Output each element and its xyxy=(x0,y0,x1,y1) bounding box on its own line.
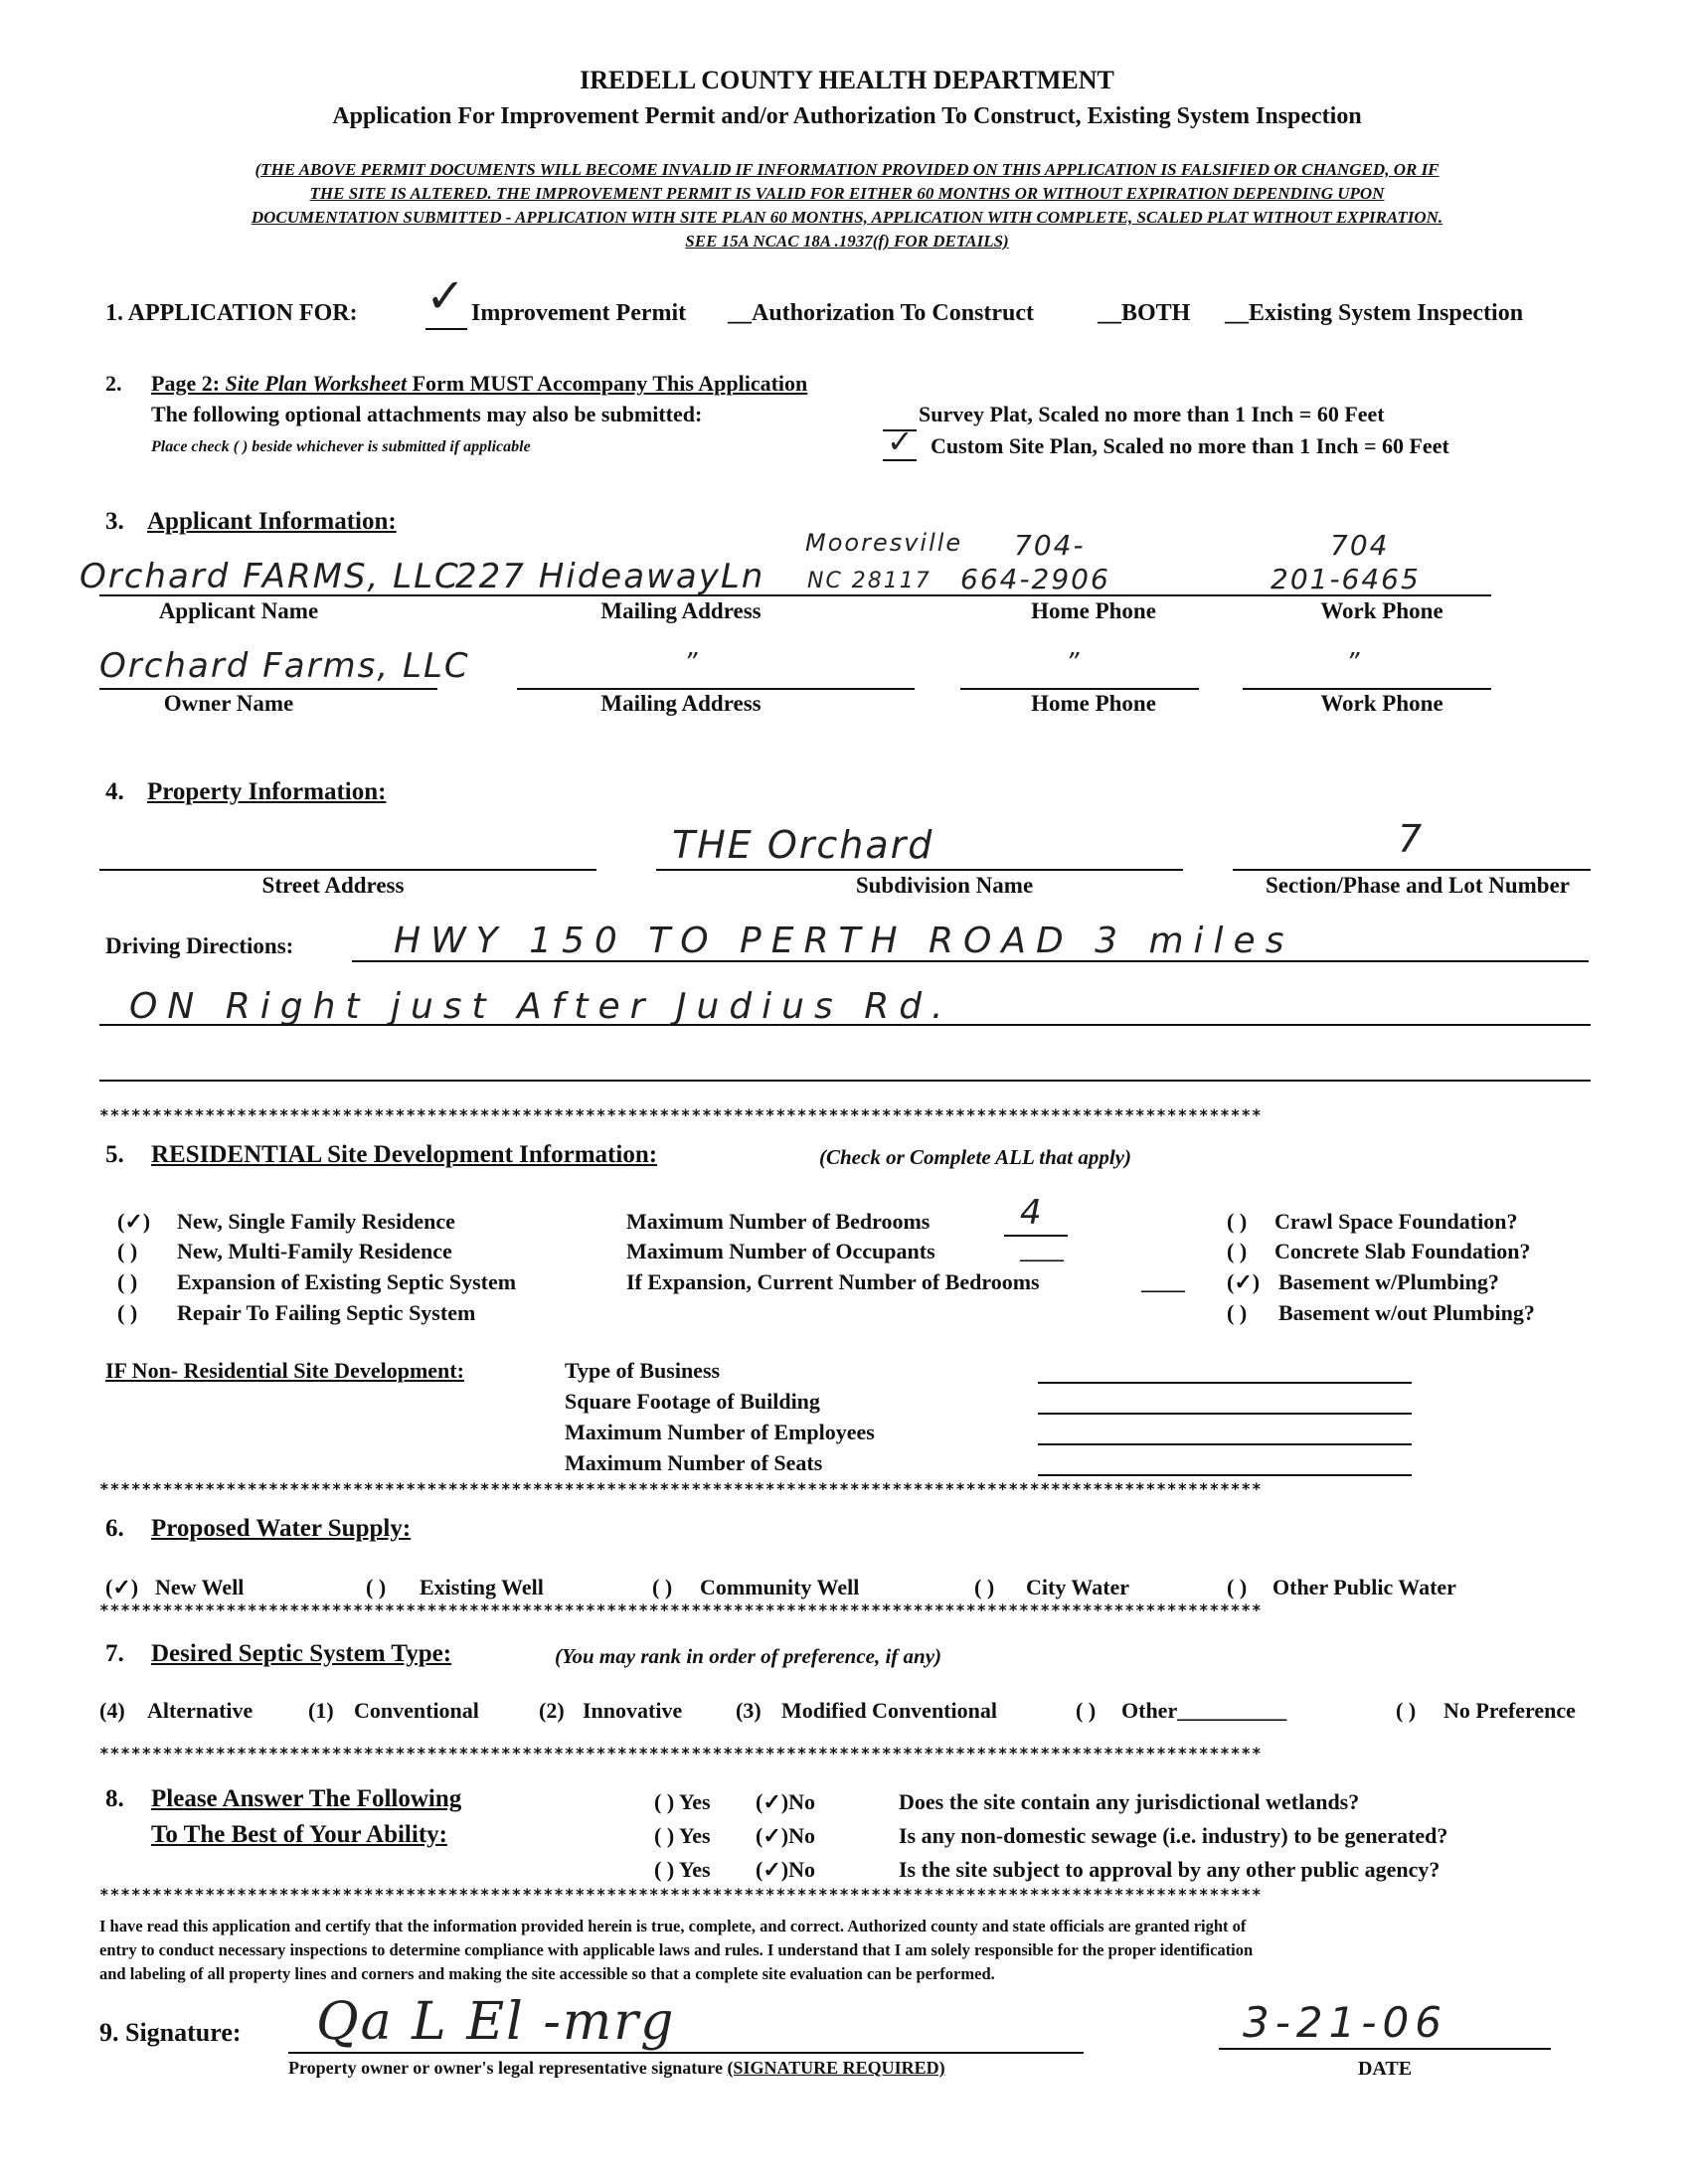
property-info-heading: Property Information: xyxy=(147,778,387,805)
sewage-question: Is any non-domestic sewage (i.e. industry) to be generated? xyxy=(899,1823,1448,1848)
innovative-option: Innovative xyxy=(583,1698,683,1723)
other-septic-option[interactable]: Other__________ xyxy=(1121,1698,1287,1723)
signature-value[interactable]: Qa L El -mrg xyxy=(316,1992,676,2052)
new-well-mark[interactable]: (✓) xyxy=(105,1575,139,1599)
basement-plumbing-option: Basement w/Plumbing? xyxy=(1278,1269,1499,1294)
applicant-city[interactable]: Mooresville xyxy=(805,529,963,557)
owner-mailing-address[interactable]: ” xyxy=(684,648,700,678)
city-water-mark[interactable]: ( ) xyxy=(974,1575,995,1599)
driving-directions-label: Driving Directions: xyxy=(105,933,294,958)
applicant-work-phone[interactable]: 201-6465 xyxy=(1270,563,1421,595)
questions-heading-1: Please Answer The Following xyxy=(151,1785,462,1812)
repair-septic-option: Repair To Failing Septic System xyxy=(177,1300,476,1325)
custom-site-plan-option[interactable]: Custom Site Plan, Scaled no more than 1 Inch = 60 Feet xyxy=(931,433,1449,458)
conventional-option: Conventional xyxy=(354,1698,479,1723)
alternative-option: Alternative xyxy=(147,1698,254,1723)
existing-well-mark[interactable]: ( ) xyxy=(366,1575,387,1599)
signature-label: 9. Signature: xyxy=(99,2018,242,2047)
owner-work-phone[interactable]: ” xyxy=(1346,648,1362,678)
max-bedrooms-label: Maximum Number of Bedrooms xyxy=(626,1209,931,1234)
authorization-option[interactable]: __Authorization To Construct xyxy=(728,300,1035,326)
work-phone-label: Work Phone xyxy=(1320,598,1443,623)
separator-4: ************************************************************************************************************** xyxy=(99,1744,1263,1763)
owner-work-phone-label: Work Phone xyxy=(1320,691,1443,716)
other-septic-mark[interactable]: ( ) xyxy=(1076,1698,1097,1723)
new-single-family-mark[interactable]: (✓) xyxy=(117,1209,151,1234)
date-label: DATE xyxy=(1357,2058,1413,2080)
septic-type-hint: (You may rank in order of preference, if any) xyxy=(555,1644,942,1668)
wetlands-question: Does the site contain any jurisdictional wetlands? xyxy=(899,1789,1360,1814)
place-check-note: Place check ( ) beside whichever is submitted if applicable xyxy=(151,438,531,455)
lot-number-value[interactable]: 7 xyxy=(1398,817,1425,861)
concrete-slab-option: Concrete Slab Foundation? xyxy=(1274,1239,1531,1263)
community-well-mark[interactable]: ( ) xyxy=(652,1575,673,1599)
wetlands-no[interactable]: (✓)No xyxy=(756,1789,815,1814)
existing-well-option: Existing Well xyxy=(420,1575,544,1599)
modified-conventional-option: Modified Conventional xyxy=(781,1698,997,1723)
applicant-info-heading: Applicant Information: xyxy=(147,508,397,535)
driving-directions-line-1[interactable]: HWY 150 TO PERTH ROAD 3 miles xyxy=(394,921,1294,961)
warning-line-2: THE SITE IS ALTERED. THE IMPROVEMENT PERMIT IS VALID FOR EITHER 60 MONTHS OR WITHOUT EXPIRATION DEPENDING UPON xyxy=(309,184,1385,203)
non-residential-label: IF Non- Residential Site Development: xyxy=(105,1358,464,1383)
residential-heading: RESIDENTIAL Site Development Information: xyxy=(151,1141,658,1168)
crawl-space-mark[interactable]: ( ) xyxy=(1227,1209,1248,1234)
custom-site-plan-check[interactable]: ✓ xyxy=(887,422,916,460)
section-2-number: 2. xyxy=(105,371,122,396)
applicant-home-phone-area[interactable]: 704- xyxy=(1014,529,1086,562)
improvement-permit-check[interactable]: ✓ xyxy=(425,268,468,324)
owner-home-phone-label: Home Phone xyxy=(1031,691,1156,716)
site-plan-requirement: Page 2: Site Plan Worksheet Form MUST Accompany This Application xyxy=(151,371,808,396)
owner-name-value[interactable]: Orchard Farms, LLC xyxy=(99,646,470,686)
city-water-option: City Water xyxy=(1026,1575,1130,1599)
repair-septic-mark[interactable]: ( ) xyxy=(117,1300,138,1325)
community-well-option: Community Well xyxy=(700,1575,860,1599)
new-multi-family-option: New, Multi-Family Residence xyxy=(177,1239,452,1263)
applicant-mailing-address[interactable]: 227 HideawayLn xyxy=(455,557,765,596)
separator-2: ************************************************************************************************************** xyxy=(99,1479,1263,1498)
section-6-number: 6. xyxy=(105,1515,124,1542)
survey-plat-option[interactable]: Survey Plat, Scaled no more than 1 Inch = 60 Feet xyxy=(919,402,1385,426)
basement-plumbing-mark[interactable]: (✓) xyxy=(1227,1269,1261,1294)
owner-mailing-label: Mailing Address xyxy=(600,691,762,716)
max-occupants-label: Maximum Number of Occupants xyxy=(626,1239,935,1263)
optional-attachments-text: The following optional attachments may also be submitted: xyxy=(151,402,703,426)
max-employees-label: Maximum Number of Employees xyxy=(565,1420,875,1444)
subdivision-name-label: Subdivision Name xyxy=(855,873,1034,898)
sewage-no[interactable]: (✓)No xyxy=(756,1823,815,1848)
form-subtitle: Application For Improvement Permit and/or Authorization To Construct, Existing System Inspection xyxy=(332,103,1362,129)
crawl-space-option: Crawl Space Foundation? xyxy=(1274,1209,1518,1234)
max-bedrooms-value[interactable]: 4 xyxy=(1020,1193,1044,1233)
other-public-water-option: Other Public Water xyxy=(1272,1575,1456,1599)
questions-heading-2: To The Best of Your Ability: xyxy=(151,1821,447,1848)
certification-line-1: I have read this application and certify that the information provided herein is true, complete, and correct. Authorized county and state officials are granted right of xyxy=(99,1917,1247,1935)
certification-line-2: entry to conduct necessary inspections to determine compliance with applicable laws and rules. I understand that I am solely responsible for the proper identification xyxy=(99,1940,1254,1959)
driving-directions-line-2[interactable]: ON Right just After Judius Rd. xyxy=(129,986,953,1027)
street-address-label: Street Address xyxy=(261,873,405,898)
septic-type-heading: Desired Septic System Type: xyxy=(151,1640,452,1667)
existing-system-option[interactable]: __Existing System Inspection xyxy=(1225,300,1524,326)
agency-no[interactable]: (✓)No xyxy=(756,1857,815,1882)
modified-conventional-mark[interactable]: (3) xyxy=(736,1698,762,1723)
new-single-family-option: New, Single Family Residence xyxy=(177,1209,455,1234)
expansion-septic-option: Expansion of Existing Septic System xyxy=(177,1269,517,1294)
applicant-state-zip[interactable]: NC 28117 xyxy=(807,569,932,593)
both-option[interactable]: __BOTH xyxy=(1098,300,1191,326)
section-5-number: 5. xyxy=(105,1141,124,1168)
subdivision-name-value[interactable]: THE Orchard xyxy=(672,823,934,867)
other-public-water-mark[interactable]: ( ) xyxy=(1227,1575,1248,1599)
signature-caption: Property owner or owner's legal representative signature (SIGNATURE REQUIRED) xyxy=(288,2058,945,2078)
warning-line-4: SEE 15A NCAC 18A .1937(f) FOR DETAILS) xyxy=(685,232,1009,251)
applicant-name-label: Applicant Name xyxy=(158,598,319,623)
water-supply-heading: Proposed Water Supply: xyxy=(151,1515,412,1542)
basement-no-plumbing-option: Basement w/out Plumbing? xyxy=(1278,1300,1535,1325)
type-of-business-label: Type of Business xyxy=(565,1358,721,1383)
expansion-septic-mark[interactable]: ( ) xyxy=(117,1269,138,1294)
current-bedrooms-label: If Expansion, Current Number of Bedrooms xyxy=(626,1269,1040,1294)
basement-no-plumbing-mark[interactable]: ( ) xyxy=(1227,1300,1248,1325)
home-phone-label: Home Phone xyxy=(1031,598,1156,623)
warning-line-3: DOCUMENTATION SUBMITTED - APPLICATION WITH SITE PLAN 60 MONTHS, APPLICATION WITH COMPLETE, SCALED PLAT WITHOUT EXPIRATION. xyxy=(251,208,1443,227)
residential-hint: (Check or Complete ALL that apply) xyxy=(819,1145,1131,1169)
owner-home-phone[interactable]: ” xyxy=(1066,648,1082,678)
separator-1: ************************************************************************************************************** xyxy=(99,1105,1263,1124)
form-title: IREDELL COUNTY HEALTH DEPARTMENT xyxy=(580,66,1114,94)
innovative-mark[interactable]: (2) xyxy=(539,1698,565,1723)
warning-line-1: (THE ABOVE PERMIT DOCUMENTS WILL BECOME INVALID IF INFORMATION PROVIDED ON THIS APPLICATION IS FALSIFIED OR CHANGED, OR IF xyxy=(254,160,1440,179)
no-preference-option: No Preference xyxy=(1443,1698,1576,1723)
applicant-home-phone[interactable]: 664-2906 xyxy=(960,563,1110,595)
concrete-slab-mark[interactable]: ( ) xyxy=(1227,1239,1248,1263)
max-seats-label: Maximum Number of Seats xyxy=(565,1450,823,1475)
lot-number-label: Section/Phase and Lot Number xyxy=(1265,873,1571,898)
conventional-mark[interactable]: (1) xyxy=(308,1698,334,1723)
section-8-number: 8. xyxy=(105,1785,124,1812)
agency-yes[interactable]: ( ) Yes xyxy=(654,1857,711,1882)
section-7-number: 7. xyxy=(105,1640,124,1667)
no-preference-mark[interactable]: ( ) xyxy=(1396,1698,1417,1723)
agency-question: Is the site subject to approval by any other public agency? xyxy=(899,1857,1440,1882)
applicant-work-phone-area[interactable]: 704 xyxy=(1330,529,1390,562)
new-well-option: New Well xyxy=(155,1575,245,1599)
current-bedrooms-value[interactable]: ____ xyxy=(1141,1269,1185,1294)
wetlands-yes[interactable]: ( ) Yes xyxy=(654,1789,711,1814)
improvement-permit-option[interactable]: Improvement Permit xyxy=(471,300,687,326)
separator-5: ************************************************************************************************************** xyxy=(99,1885,1263,1904)
max-occupants-value[interactable]: ____ xyxy=(1020,1239,1064,1263)
separator-3: ************************************************************************************************************** xyxy=(99,1600,1263,1619)
mailing-address-label: Mailing Address xyxy=(600,598,762,623)
owner-name-label: Owner Name xyxy=(163,691,294,716)
sewage-yes[interactable]: ( ) Yes xyxy=(654,1823,711,1848)
applicant-name-value[interactable]: Orchard FARMS, LLC xyxy=(80,557,460,596)
application-for-label: 1. APPLICATION FOR: xyxy=(105,300,358,326)
certification-line-3: and labeling of all property lines and corners and making the site accessible so that a complete site evaluation can be performed. xyxy=(99,1964,995,1983)
new-multi-family-mark[interactable]: ( ) xyxy=(117,1239,138,1263)
date-value[interactable]: 3-21-06 xyxy=(1243,1998,1447,2047)
alternative-mark[interactable]: (4) xyxy=(99,1698,125,1723)
section-4-number: 4. xyxy=(105,778,124,805)
square-footage-label: Square Footage of Building xyxy=(565,1389,820,1414)
section-3-number: 3. xyxy=(105,508,124,535)
